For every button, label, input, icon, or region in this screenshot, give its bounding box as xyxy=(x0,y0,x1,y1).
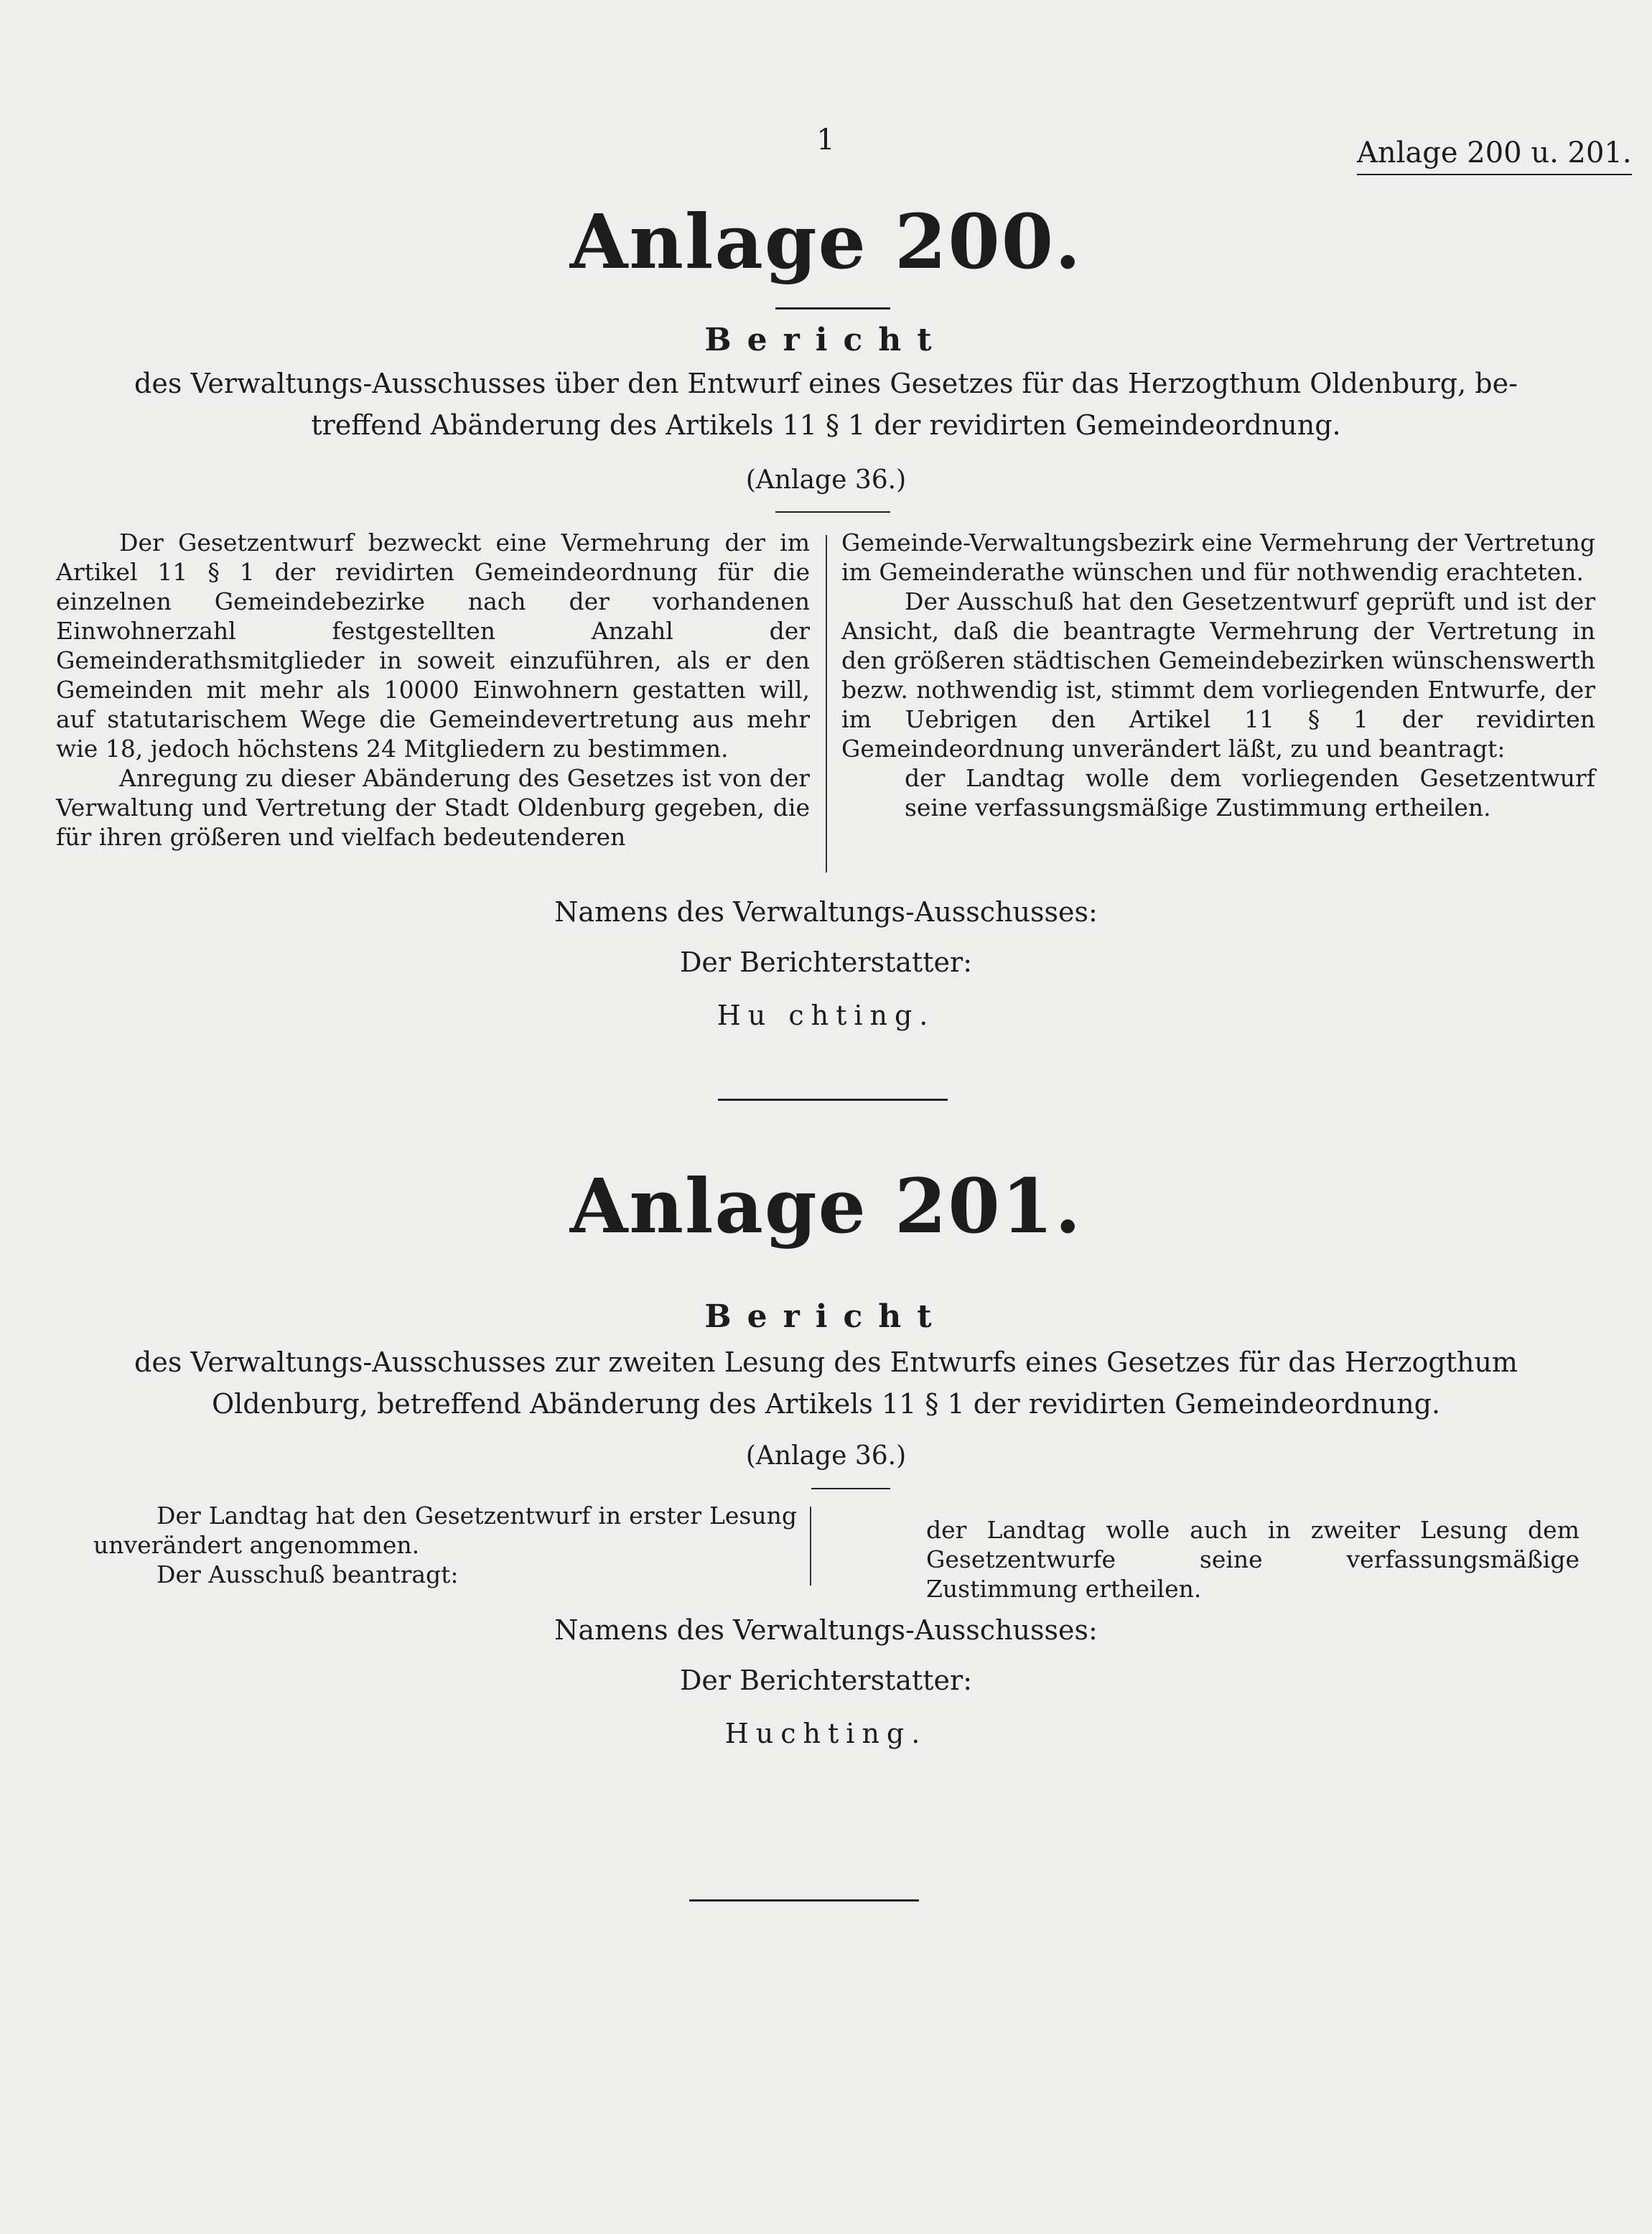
closing-rule xyxy=(689,1899,919,1902)
paragraph: der Landtag wolle auch in zweiter Lesung dem Gesetzentwurfe seine verfassungsmäßige Zustimmung ertheilen. xyxy=(926,1516,1579,1603)
page-number: 1 xyxy=(816,124,835,157)
anlage-201-reference: (Anlage 36.) xyxy=(745,1441,907,1471)
anlage-201-signature-line-1: Namens des Verwaltungs-Ausschusses: xyxy=(554,1614,1098,1646)
anlage-200-title: Anlage 200. xyxy=(569,197,1083,286)
paragraph: Der Ausschuß hat den Gesetzentwurf geprüft und ist der Ansicht, daß die beantragte Vermehrung der Vertretung in den größeren städtischen Gemeindebezirken wünschenswerth bezw. nothwendig ist, stimmt dem vorliegenden Entwurfe, der im Uebrigen den Artikel 11 § 1 der revidirten Gemeindeordnung unverändert läßt, zu und beantragt: xyxy=(841,587,1595,763)
anlage-200-subtitle-line-2: treffend Abänderung des Artikels 11 § 1 der revidirten Gemeindeordnung. xyxy=(311,409,1341,441)
anlage-201-left-column xyxy=(93,1501,797,1589)
anlage-201-subtitle-line-1: des Verwaltungs-Ausschusses zur zweiten Lesung des Entwurfs eines Gesetzes für das Herzogthum xyxy=(134,1346,1518,1378)
anlage-200-right-column xyxy=(841,528,1595,822)
anlage-201-signature-name: Huchting. xyxy=(724,1718,928,1749)
anlage-200-reference: (Anlage 36.) xyxy=(745,465,907,495)
paragraph: Anregung zu dieser Abänderung des Gesetzes ist von der Verwaltung und Vertretung der Stadt Oldenburg gegeben, die für ihren größeren und vielfach bedeutenderen xyxy=(56,764,810,851)
paragraph: Der Landtag hat den Gesetzentwurf in erster Lesung unverändert angenommen. xyxy=(93,1502,797,1559)
anlage-201-signature-line-2: Der Berichterstatter: xyxy=(679,1665,973,1696)
anlage-200-subtitle-line-1: des Verwaltungs-Ausschusses über den Entwurf eines Gesetzes für das Herzogthum Oldenburg, be- xyxy=(134,368,1518,399)
anlage-200-subtitle xyxy=(0,363,1652,446)
anlage-200-signature-line-2: Der Berichterstatter: xyxy=(679,946,973,978)
anlage-201-bericht-heading: Bericht xyxy=(704,1298,948,1335)
section-rule xyxy=(811,1488,890,1489)
anlage-200-bericht-heading: Bericht xyxy=(704,322,948,358)
paragraph: Der Gesetzentwurf bezweckt eine Vermehrung der im Artikel 11 § 1 der revidirten Gemeindeordnung für die einzelnen Gemeindebezirke nach der vorhandenen Einwohnerzahl festgestellten Anzahl der Gemeinderathsmitglieder in soweit einzuführen, als er den Gemeinden mit mehr als 10000 Einwohnern gestatten will, auf statutarischem Wege die Gemeindevertretung aus mehr wie 18, jedoch höchstens 24 Mitgliedern zu bestimmen. xyxy=(56,529,810,763)
anlage-200-signature-line-1: Namens des Verwaltungs-Ausschusses: xyxy=(554,896,1098,928)
column-divider xyxy=(810,1507,811,1586)
anlage-201-title: Anlage 201. xyxy=(569,1162,1083,1250)
paragraph: Der Ausschuß beantragt: xyxy=(157,1560,459,1588)
column-divider xyxy=(826,535,827,872)
section-rule xyxy=(775,511,890,513)
anlage-200-signature-name: Hu chting. xyxy=(717,1000,935,1031)
separator-rule xyxy=(718,1099,948,1101)
paragraph: Gemeinde-Verwaltungsbezirk eine Vermehrung der Vertretung im Gemeinderathe wünschen und für nothwendig erachteten. xyxy=(841,529,1595,586)
anlage-201-subtitle xyxy=(0,1341,1652,1425)
anlage-201-right-column xyxy=(926,1515,1579,1604)
running-head: Anlage 200 u. 201. xyxy=(1357,136,1632,175)
paragraph: der Landtag wolle dem vorliegenden Gesetzentwurf seine verfassungsmäßige Zustimmung ertheilen. xyxy=(905,764,1595,822)
anlage-201-subtitle-line-2: Oldenburg, betreffend Abänderung des Artikels 11 § 1 der revidirten Gemeindeordnung. xyxy=(211,1388,1441,1420)
title-rule xyxy=(775,307,890,309)
anlage-200-left-column xyxy=(56,528,810,852)
